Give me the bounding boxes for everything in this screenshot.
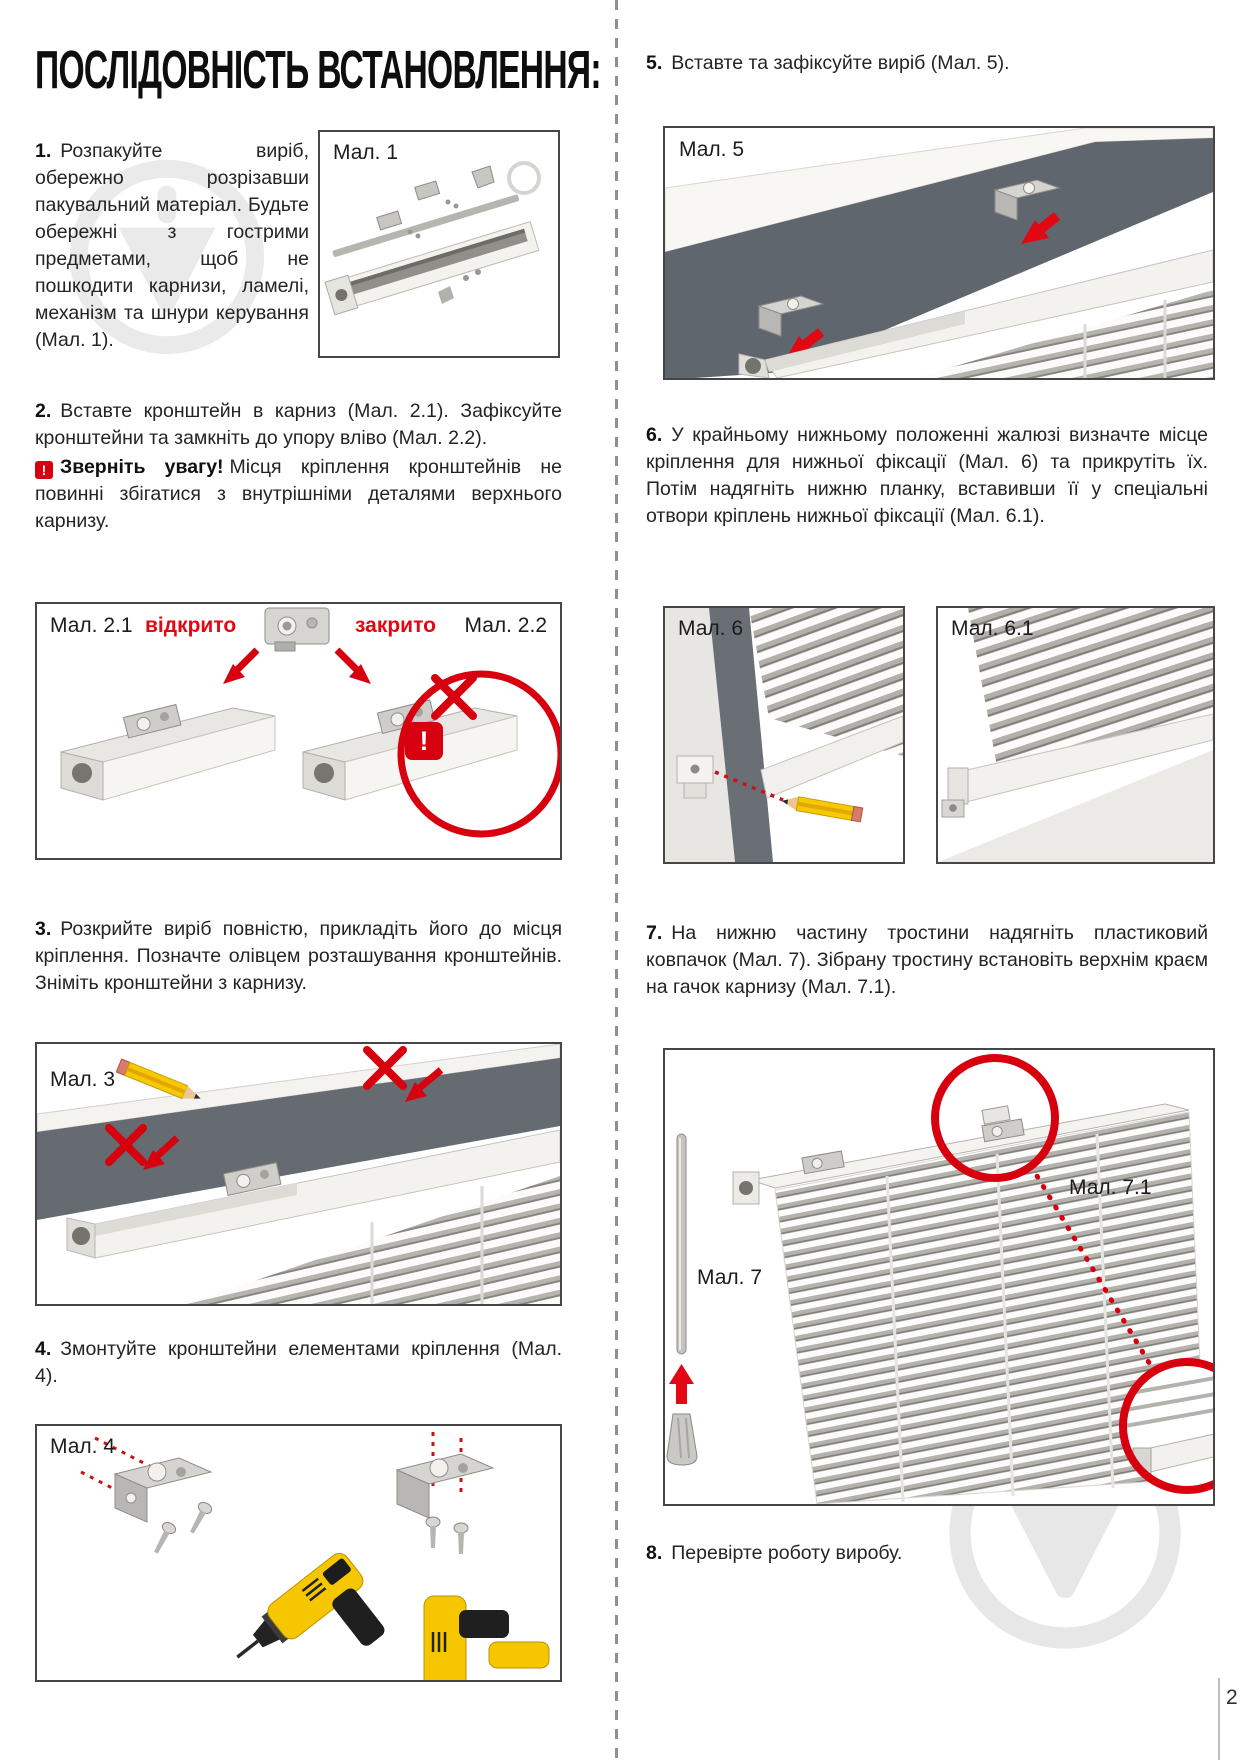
figure-5-label: Мал. 5 [679, 138, 745, 161]
step-body: Вставте кронштейн в карниз (Мал. 2.1). Зафіксуйте кронштейни та замкніть до упору вліво (Мал. 2.2). [35, 400, 562, 449]
figure-2-illustration [37, 604, 560, 858]
figure-7 [663, 1048, 1215, 1506]
figure-3-illustration [37, 1044, 560, 1304]
figure-2-2-label: Мал. 2.2 [464, 614, 547, 637]
figure-5 [663, 126, 1215, 380]
step-1-text [35, 138, 309, 354]
figure-2-1-label: Мал. 2.1 [50, 614, 133, 637]
figure-1-illustration [320, 132, 558, 356]
warning-title: Зверніть увагу! [60, 456, 224, 478]
page-title: ПОСЛІДОВНІСТЬ ВСТАНОВЛЕННЯ: [35, 41, 601, 101]
warning-note [35, 454, 562, 535]
figure-1-label: Мал. 1 [333, 141, 399, 164]
figure-4 [35, 1424, 562, 1682]
page-number-rule [1218, 1678, 1220, 1760]
step-6-text [646, 422, 1208, 530]
step-body: Вставте та зафіксуйте виріб (Мал. 5). [671, 52, 1010, 74]
step-3-text [35, 916, 562, 997]
step-number: 3. [35, 918, 52, 940]
column-divider [615, 0, 618, 1760]
figure-2 [35, 602, 562, 860]
figure-6-1-illustration [938, 608, 1213, 862]
figure-3 [35, 1042, 562, 1306]
step-4-text [35, 1336, 562, 1390]
step-body: Змонтуйте кронштейни елементами кріплення (Мал. 4). [35, 1338, 562, 1387]
figure-3-label: Мал. 3 [50, 1068, 116, 1091]
step-number: 4. [35, 1338, 52, 1360]
closed-label: закрито [355, 614, 436, 637]
figure-4-label: Мал. 4 [50, 1435, 116, 1458]
figure-6-1 [936, 606, 1215, 864]
step-body: Розкрийте виріб повністю, прикладіть його до місця кріплення. Позначте олівцем розташування кронштейнів. Зніміть кронштейни з карнизу. [35, 918, 562, 994]
figure-6-illustration [665, 608, 903, 862]
open-label: відкрито [145, 614, 237, 637]
figure-6 [663, 606, 905, 864]
figure-7-label: Мал. 7 [697, 1266, 763, 1289]
step-number: 7. [646, 922, 663, 944]
step-number: 5. [646, 52, 663, 74]
figure-5-illustration [665, 128, 1213, 378]
warning-body: Місця кріплення кронштейнів не повинні збігатися з внутрішніми деталями верхнього карнизу. [35, 456, 562, 532]
warning-icon: ! [35, 461, 53, 479]
step-number: 6. [646, 424, 663, 446]
step-number: 1. [35, 140, 52, 162]
step-7-text [646, 920, 1208, 1001]
step-body: Розпакуйте виріб, обережно розрізавши пакувальний матеріал. Будьте обережні з гострими предметами, щоб не пошкодити карнизи, ламелі, механізм та шнури керування (Мал. 1). [35, 140, 309, 351]
step-number: 2. [35, 400, 52, 422]
step-body: У крайньому нижньому положенні жалюзі визначте місце кріплення для нижньої фіксації (Мал. 6) та прикрутіть їх. Потім надягніть нижню планку, вставивши її у спеціальні отвори кріплень нижньої фіксації (Мал. 6.1). [646, 424, 1208, 527]
warning-badge-icon: ! [405, 722, 443, 760]
step-body: На нижню частину тростини надягніть пластиковий ковпачок (Мал. 7). Зібрану тростину встановіть верхнім краєм на гачок карнизу (Мал. 7.1). [646, 922, 1208, 998]
figure-1 [318, 130, 560, 358]
figure-6-label: Мал. 6 [678, 617, 744, 640]
figure-4-illustration [37, 1426, 560, 1680]
page-number: 2 [1226, 1686, 1238, 1709]
figure-7-1-label: Мал. 7.1 [1069, 1176, 1152, 1199]
step-5-text [646, 50, 1206, 77]
step-number: 8. [646, 1542, 663, 1564]
step-8-text [646, 1540, 1206, 1567]
step-body: Перевірте роботу виробу. [671, 1542, 903, 1564]
step-2-text [35, 398, 562, 535]
figure-6-1-label: Мал. 6.1 [951, 617, 1034, 640]
